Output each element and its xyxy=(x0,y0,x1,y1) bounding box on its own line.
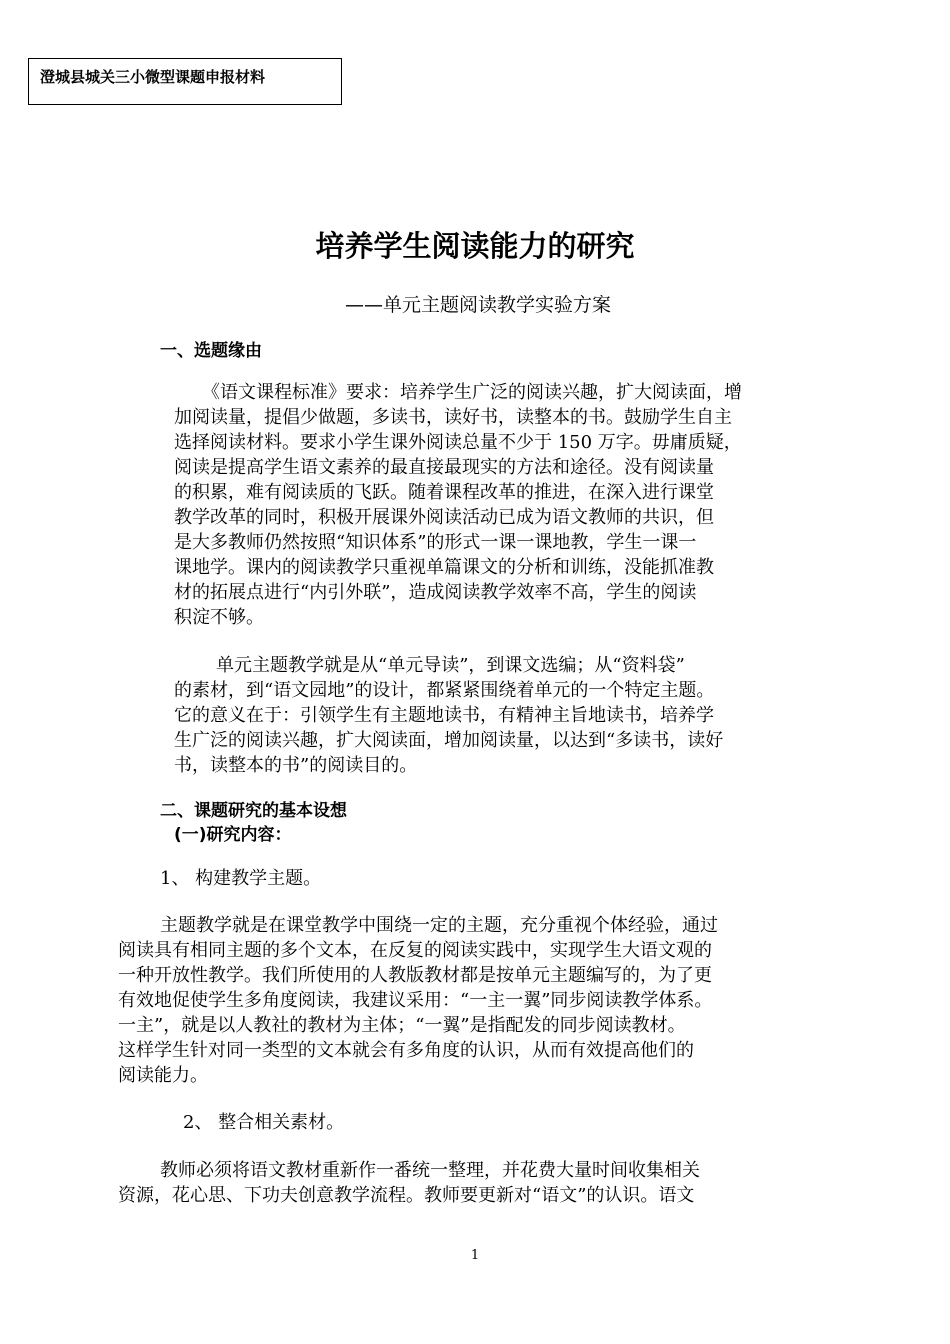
paragraph-line: 教师必须将语文教材重新作一番统一整理，并花费大量时间收集相关 xyxy=(160,1160,700,1181)
paragraph-line: 它的意义在于：引领学生有主题地读书，有精神主旨地读书，培养学 xyxy=(174,705,714,726)
paragraph-line: 教学改革的同时，积极开展课外阅读活动已成为语文教师的共识，但 xyxy=(174,507,714,528)
paragraph-line: 材的拓展点进行“内引外联”，造成阅读教学效率不高，学生的阅读 xyxy=(174,582,697,603)
paragraph-line: 阅读是提高学生语文素养的最直接最现实的方法和途径。没有阅读量 xyxy=(174,457,714,478)
paragraph-line: 《语文课程标准》要求：培养学生广泛的阅读兴趣，扩大阅读面，增 xyxy=(202,382,742,403)
paragraph-line: 有效地促使学生多角度阅读，我建议采用：“一主一翼”同步阅读教学体系。 xyxy=(118,990,713,1011)
paragraph-line: 阅读能力。 xyxy=(118,1065,208,1086)
paragraph-line: 的积累，难有阅读质的飞跃。随着课程改革的推进，在深入进行课堂 xyxy=(174,482,714,503)
paragraph-line: 资源，花心思、下功夫创意教学流程。教师要更新对“语文”的认识。语文 xyxy=(118,1185,695,1206)
document-title: 培养学生阅读能力的研究 xyxy=(315,229,635,263)
paragraph-line: 一种开放性教学。我们所使用的人教版教材都是按单元主题编写的，为了更 xyxy=(118,965,712,986)
paragraph-line: 主题教学就是在课堂教学中围绕一定的主题，充分重视个体经验，通过 xyxy=(160,915,718,936)
paragraph-line: 积淀不够。 xyxy=(174,607,264,628)
paragraph-line: 书，读整本的书”的阅读目的。 xyxy=(174,755,418,776)
header-label: 澄城县城关三小微型课题申报材料 xyxy=(40,68,266,86)
section2-heading: 二、课题研究的基本设想 xyxy=(160,801,347,821)
paragraph-line: 课地学。课内的阅读教学只重视单篇课文的分析和训练，没能抓准教 xyxy=(174,557,714,578)
paragraph-line: 阅读具有相同主题的多个文本，在反复的阅读实践中，实现学生大语文观的 xyxy=(118,940,712,961)
paragraph-line: 是大多教师仍然按照“知识体系”的形式一课一课地教，学生一课一 xyxy=(174,532,697,553)
paragraph-line: 一主”，就是以人教社的教材为主体；“一翼”是指配发的同步阅读教材。 xyxy=(118,1015,686,1036)
document-subtitle: ——单元主题阅读教学实验方案 xyxy=(345,294,612,316)
list-item-2: 2、 整合相关素材。 xyxy=(183,1112,345,1133)
list-item-1: 1、 构建教学主题。 xyxy=(160,868,322,889)
paragraph-line: 这样学生针对同一类型的文本就会有多角度的认识，从而有效提高他们的 xyxy=(118,1040,694,1061)
page-number: 1 xyxy=(470,1248,480,1263)
paragraph-line: 生广泛的阅读兴趣，扩大阅读面，增加阅读量，以达到“多读书，读好 xyxy=(174,730,724,751)
paragraph-line: 的素材，到“语文园地”的设计，都紧紧围绕着单元的一个特定主题。 xyxy=(174,680,715,701)
section1-heading: 一、选题缘由 xyxy=(160,341,262,361)
section2-subheading: (一)研究内容： xyxy=(174,825,292,845)
paragraph-line: 选择阅读材料。要求小学生课外阅读总量不少于 150 万字。毋庸质疑， xyxy=(174,432,742,453)
paragraph-line: 单元主题教学就是从“单元导读”，到课文选编；从“资料袋” xyxy=(216,655,685,676)
paragraph-line: 加阅读量，提倡少做题，多读书，读好书，读整本的书。鼓励学生自主 xyxy=(174,407,732,428)
